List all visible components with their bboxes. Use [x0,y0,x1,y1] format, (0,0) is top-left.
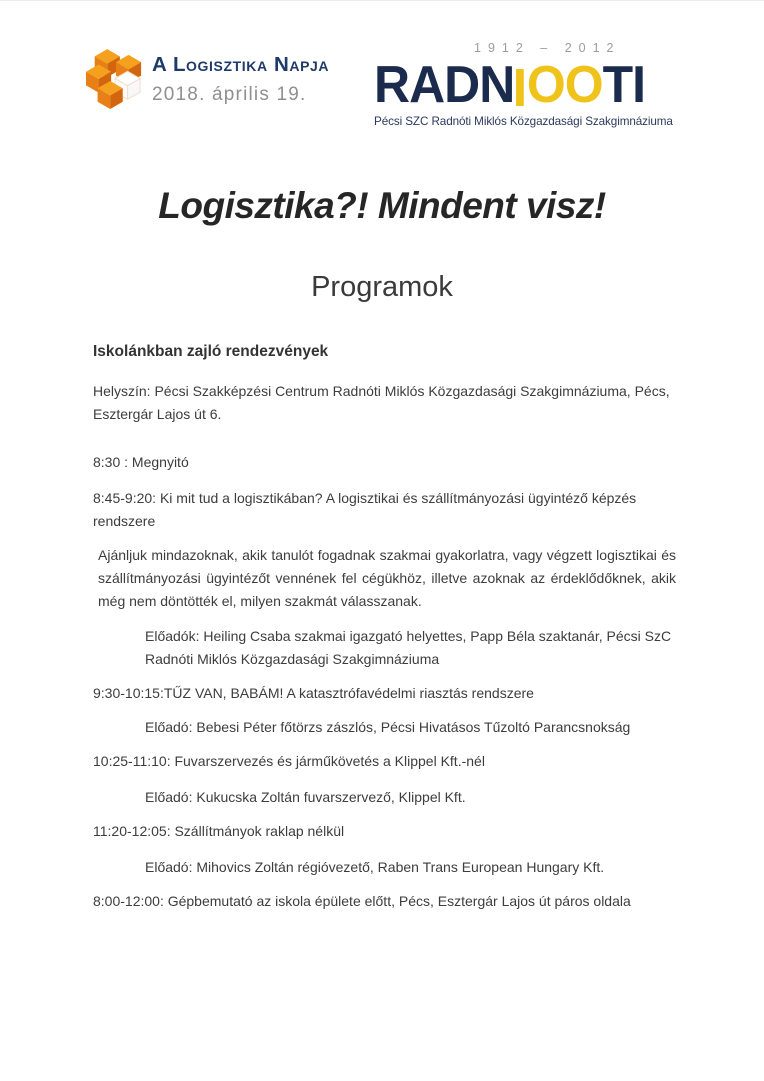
section-heading: Iskolánkban zajló rendezvények [93,343,329,360]
school-name: Pécsi SZC Radnóti Miklós Közgazdasági Szakgimnáziuma [374,114,673,128]
logisztika-napja-title: A Logisztika Napja [152,52,330,76]
program-item: 8:30 : Megnyitó [93,454,189,470]
description-note: Ajánljuk mindazoknak, akik tanulót fogadnak szakmai gyakorlatra, vagy végzett logisztikai és szállítmányozási ügyintézőt vennének fel cégükhöz, illetve azoknak az érdeklődőknek, akik még nem döntötték el, milyen szakmát válasszanak. [98,547,676,609]
logisztika-napja-text [152,54,329,107]
orange-cubes-icon [86,48,144,112]
logisztika-napja-date: 2018. április 19. [152,84,307,106]
program-section [93,340,677,924]
wordmark-right: TI [602,56,646,114]
speaker-line: Előadó: Mihovics Zoltán régióvezető, Raben Trans European Hungary Kft. [145,859,605,875]
speaker-line: Előadók: Heiling Csaba szakmai igazgató helyettes, Papp Béla szaktanár, Pécsi SzC Radnóti Miklós Közgazdasági Szakgimnáziuma [145,628,672,667]
page-title: Logisztika?! Mindent visz! [158,185,606,226]
wordmark-left: RADN [374,56,515,114]
wordmark-yellow: OO [526,56,603,114]
radnoti-wordmark [374,56,652,114]
program-item: 11:20-12:05: Szállítmányok raklap nélkül [93,823,345,839]
speaker-line: Előadó: Bebesi Péter főtörzs zászlós, Pécsi Hivatásos Tűzoltó Parancsnokság [145,719,631,735]
program-item: 8:00-12:00: Gépbemutató az iskola épülete előtt, Pécs, Esztergár Lajos út páros oldala [93,893,631,909]
program-item: 9:30-10:15:TŰZ VAN, BABÁM! A katasztrófavédelmi riasztás rendszere [93,685,534,701]
logisztika-napja-logo [86,48,329,112]
radnoti-logo [374,41,673,128]
centenary-bar-icon [516,69,524,106]
program-item: 8:45-9:20: Ki mit tud a logisztikában? A logisztikai és szállítmányozási ügyintéző képzés rendszere [93,490,637,529]
page-subtitle: Programok [311,271,453,303]
location-line: Helyszín: Pécsi Szakképzési Centrum Radnóti Miklós Közgazdasági Szakgimnáziuma, Pécs, Esztergár Lajos út 6. [93,383,670,422]
centenary-years: 1912 – 2012 [474,41,621,55]
program-item: 10:25-11:10: Fuvarszervezés és járműkövetés a Klippel Kft.-nél [93,753,485,769]
speaker-line: Előadó: Kukucska Zoltán fuvarszervező, Klippel Kft. [145,789,466,805]
